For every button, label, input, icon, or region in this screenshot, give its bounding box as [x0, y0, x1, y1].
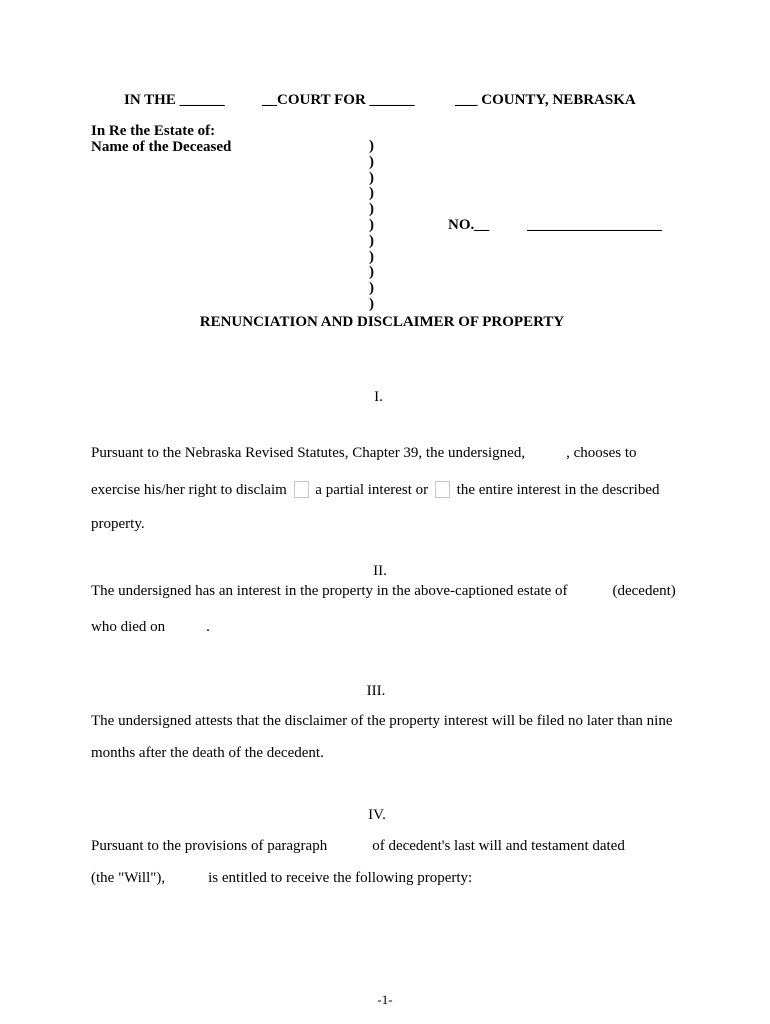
section-2-heading: II.	[373, 563, 387, 579]
entire-interest-checkbox[interactable]	[435, 481, 450, 498]
section-1-line-1	[91, 445, 637, 462]
document-title: RENUNCIATION AND DISCLAIMER OF PROPERTY	[199, 314, 565, 330]
section-4-text: is entitled to receive the following property:	[208, 870, 473, 886]
paren: )	[369, 280, 374, 297]
section-4-text: (the "Will"),	[91, 870, 166, 886]
paren: )	[369, 169, 374, 186]
section-1-line-3: property.	[91, 516, 145, 532]
paren: )	[369, 295, 374, 312]
section-1-heading: I.	[374, 389, 383, 405]
paren: )	[369, 248, 374, 265]
case-number-blank[interactable]: __________________	[527, 217, 662, 233]
in-re-estate-label: In Re the Estate of:	[91, 123, 216, 139]
paren: )	[369, 232, 374, 249]
paren: )	[369, 264, 374, 281]
section-4-line-2	[91, 870, 472, 887]
caption-paren-column	[369, 139, 379, 313]
section-2-line-1	[91, 583, 676, 600]
section-1-text: exercise his/her right to disclaim	[91, 482, 287, 498]
section-4-text: of decedent's last will and testament dated	[372, 838, 625, 854]
section-1-line-2	[91, 481, 660, 499]
paren: )	[369, 138, 374, 154]
section-4-text: Pursuant to the provisions of paragraph	[91, 838, 328, 854]
caption-court-part1: IN THE ______	[124, 92, 225, 108]
section-2-text: The undersigned has an interest in the property in the above-captioned estate of	[91, 583, 568, 599]
deceased-name-label: Name of the Deceased	[91, 139, 232, 155]
paren: )	[369, 201, 374, 218]
section-1-text: the entire interest in the described	[456, 482, 660, 498]
section-3-line-1: The undersigned attests that the disclaimer of the property interest will be filed no later than nine	[91, 713, 673, 729]
section-3-line-2: months after the death of the decedent.	[91, 745, 324, 761]
page-number: -1-	[377, 992, 393, 1007]
section-4-heading: IV.	[368, 807, 386, 823]
caption-court-part3: ___ COUNTY, NEBRASKA	[455, 92, 636, 108]
section-1-text: , chooses to	[566, 445, 637, 461]
partial-interest-checkbox[interactable]	[294, 481, 309, 498]
section-1-text: Pursuant to the Nebraska Revised Statutes, Chapter 39, the undersigned,	[91, 445, 526, 461]
section-1-text: a partial interest or	[315, 482, 429, 498]
case-number-label: NO.__	[448, 217, 490, 233]
section-2-text: (decedent)	[612, 583, 676, 599]
paren: )	[369, 185, 374, 202]
paren: )	[369, 153, 374, 170]
section-2-text: .	[206, 619, 210, 635]
section-2-line-2	[91, 619, 210, 636]
section-2-text: who died on	[91, 619, 166, 635]
paren: )	[369, 216, 374, 233]
section-4-line-1	[91, 838, 625, 855]
section-3-heading: III.	[366, 683, 386, 699]
caption-court-part2: __COURT FOR ______	[262, 92, 415, 108]
